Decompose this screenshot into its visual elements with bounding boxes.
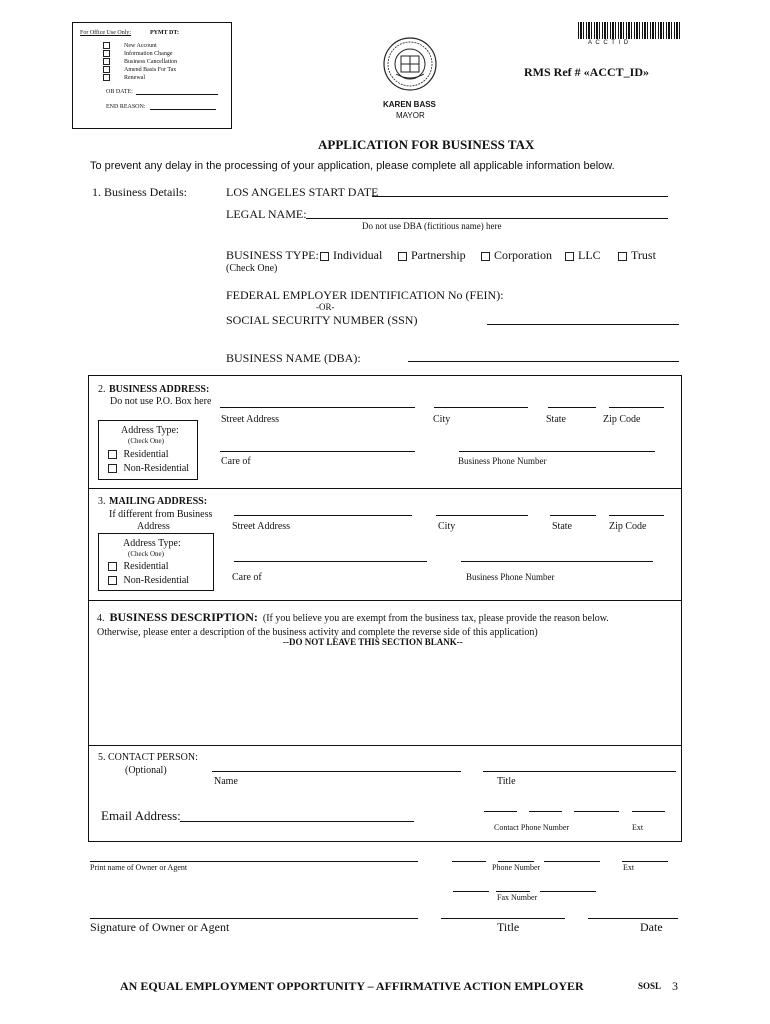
- la-start-label: LOS ANGELES START DATE: [226, 185, 379, 199]
- dba-line[interactable]: [408, 361, 679, 362]
- city-label: City: [433, 414, 451, 425]
- phone-line[interactable]: [544, 861, 600, 862]
- la-start-line[interactable]: [372, 196, 668, 197]
- option-label: Residential: [123, 561, 169, 572]
- end-reason-line[interactable]: [150, 109, 216, 110]
- zip-label: Zip Code: [603, 414, 641, 425]
- type-label: Partnership: [411, 248, 466, 262]
- checkbox-icon[interactable]: [618, 252, 627, 261]
- ob-date-line[interactable]: [136, 94, 218, 95]
- care-of-line[interactable]: [234, 561, 427, 562]
- ob-date-label: OB DATE:: [106, 89, 133, 95]
- fax-label: Fax Number: [497, 893, 538, 902]
- checkbox-icon[interactable]: [108, 576, 117, 585]
- title-label: Title: [497, 920, 520, 934]
- section4-text2: Otherwise, please enter a description of the business activity and complete the reverse side of this application): [97, 627, 538, 638]
- contact-phone-line[interactable]: [529, 811, 562, 812]
- street-label: Street Address: [232, 521, 291, 532]
- section4-num: 4.: [97, 613, 105, 624]
- contact-phone-line[interactable]: [484, 811, 517, 812]
- contact-title-label: Title: [497, 776, 516, 787]
- city-line[interactable]: [434, 407, 528, 408]
- type-label: LLC: [578, 248, 601, 262]
- office-checklist: [103, 42, 177, 82]
- address-type-label: Address Type:: [121, 425, 179, 436]
- page-number: 3: [672, 979, 678, 993]
- signature-line[interactable]: [90, 918, 418, 919]
- print-name-label: Print name of Owner or Agent: [90, 863, 188, 872]
- street-line[interactable]: [220, 407, 415, 408]
- pymt-date-label: PYMT DT:: [150, 30, 179, 36]
- type-trust[interactable]: [618, 249, 656, 261]
- option-non-residential[interactable]: [108, 576, 189, 586]
- ssn-label: SOCIAL SECURITY NUMBER (SSN): [226, 313, 418, 327]
- office-check-label: Information Change: [124, 51, 173, 57]
- contact-ext-label: Ext: [632, 823, 644, 832]
- phone-label: Business Phone Number: [466, 572, 555, 582]
- section3-note: Address: [137, 521, 170, 532]
- contact-ext-line[interactable]: [632, 811, 665, 812]
- fein-label: FEDERAL EMPLOYER IDENTIFICATION No (FEIN):: [226, 288, 504, 302]
- phone-line[interactable]: [459, 451, 655, 452]
- care-of-label: Care of: [232, 572, 262, 583]
- type-corporation[interactable]: [481, 249, 552, 261]
- contact-phone-line[interactable]: [574, 811, 619, 812]
- section4-warning: --DO NOT LEAVE THIS SECTION BLANK--: [283, 637, 463, 647]
- type-label: Trust: [631, 248, 656, 262]
- city-line[interactable]: [436, 515, 528, 516]
- section4-text1: (If you believe you are exempt from the business tax, please provide the reason below.: [262, 613, 609, 624]
- option-residential[interactable]: [108, 450, 169, 460]
- checkbox-icon[interactable]: [103, 66, 110, 73]
- title-line[interactable]: [441, 918, 565, 919]
- phone-label: Business Phone Number: [458, 456, 547, 466]
- type-llc[interactable]: [565, 249, 601, 261]
- section1-label: 1. Business Details:: [92, 185, 187, 199]
- section5-label: 5. CONTACT PERSON:: [98, 752, 198, 763]
- option-label: Residential: [123, 449, 169, 460]
- section2-note: Do not use P.O. Box here: [110, 396, 212, 407]
- divider: [88, 488, 682, 489]
- legal-name-line[interactable]: [306, 218, 668, 219]
- street-label: Street Address: [221, 414, 280, 425]
- zip-label: Zip Code: [609, 521, 647, 532]
- intro-text: To prevent any delay in the processing of your application, please complete all applicable information below.: [90, 160, 615, 172]
- type-partnership[interactable]: [398, 249, 466, 261]
- section3-note: If different from Business: [109, 509, 213, 520]
- checkbox-icon[interactable]: [103, 58, 110, 65]
- mayor-name: KAREN BASS: [383, 100, 436, 109]
- check-one-label: (Check One): [226, 263, 278, 274]
- office-check-label: New Account: [124, 43, 157, 49]
- checkbox-icon[interactable]: [108, 562, 117, 571]
- checkbox-icon[interactable]: [103, 50, 110, 57]
- barcode-text: A C C T I D: [588, 40, 630, 46]
- section2-label: BUSINESS ADDRESS:: [109, 384, 210, 395]
- phone-line[interactable]: [452, 861, 486, 862]
- date-line[interactable]: [588, 918, 678, 919]
- office-check-label: Renewal: [124, 75, 145, 81]
- contact-name-label: Name: [214, 776, 238, 787]
- option-label: Non-Residential: [123, 463, 190, 474]
- eeo-statement: AN EQUAL EMPLOYMENT OPPORTUNITY – AFFIRMATIVE ACTION EMPLOYER: [120, 979, 584, 993]
- legal-name-label: LEGAL NAME:: [226, 207, 307, 221]
- checkbox-icon[interactable]: [565, 252, 574, 261]
- phone-label: Phone Number: [492, 863, 541, 872]
- checkbox-icon[interactable]: [108, 450, 117, 459]
- office-check-label: Business Cancellation: [124, 59, 178, 65]
- office-use-label: For Office Use Only:: [80, 30, 132, 36]
- type-label: Individual: [333, 248, 383, 262]
- check-one-label: (Check One): [128, 437, 164, 445]
- fein-ssn-line[interactable]: [487, 324, 679, 325]
- zip-line[interactable]: [609, 515, 664, 516]
- check-one-label: (Check One): [128, 550, 164, 558]
- section2-num: 2.: [98, 384, 106, 395]
- phone-line[interactable]: [461, 561, 653, 562]
- legal-name-note: Do not use DBA (fictitious name) here: [362, 221, 502, 231]
- state-label: State: [552, 521, 572, 532]
- care-of-line[interactable]: [220, 451, 415, 452]
- option-residential[interactable]: [108, 562, 169, 572]
- email-label: Email Address:: [101, 808, 181, 823]
- option-non-residential[interactable]: [108, 464, 189, 474]
- checkbox-icon[interactable]: [108, 464, 117, 473]
- type-individual[interactable]: [320, 249, 382, 261]
- section5-optional: (Optional): [125, 765, 167, 776]
- state-line[interactable]: [548, 407, 596, 408]
- city-seal-icon: [382, 36, 438, 92]
- checkbox-icon[interactable]: [103, 74, 110, 81]
- type-label: Corporation: [494, 248, 552, 262]
- state-label: State: [546, 414, 566, 425]
- form-title: APPLICATION FOR BUSINESS TAX: [318, 137, 535, 152]
- divider: [88, 600, 682, 601]
- checkbox-icon[interactable]: [320, 252, 329, 261]
- fax-line[interactable]: [453, 891, 489, 892]
- care-of-label: Care of: [221, 456, 251, 467]
- state-line[interactable]: [550, 515, 596, 516]
- ext-line[interactable]: [622, 861, 668, 862]
- divider: [88, 745, 682, 746]
- end-reason-label: END REASON:: [106, 104, 146, 110]
- section3-num: 3.: [98, 496, 106, 507]
- business-type-label: BUSINESS TYPE:: [226, 248, 319, 262]
- dba-label: BUSINESS NAME (DBA):: [226, 351, 361, 365]
- ext-label: Ext: [623, 863, 635, 872]
- contact-title-line[interactable]: [483, 771, 676, 772]
- business-description-area[interactable]: [94, 650, 674, 740]
- section4-label: BUSINESS DESCRIPTION:: [109, 610, 258, 624]
- contact-phone-label: Contact Phone Number: [494, 823, 570, 832]
- print-name-line[interactable]: [90, 861, 418, 862]
- form-code: SOSL: [638, 981, 662, 991]
- section4-text: [97, 610, 677, 640]
- address-type-label: Address Type:: [123, 538, 181, 549]
- barcode-icon: [578, 22, 682, 39]
- checkbox-icon[interactable]: [481, 252, 490, 261]
- option-label: Non-Residential: [123, 575, 190, 586]
- date-label: Date: [640, 920, 663, 934]
- signature-label: Signature of Owner or Agent: [90, 920, 230, 934]
- checkbox-icon[interactable]: [103, 42, 110, 49]
- section3-label: MAILING ADDRESS:: [109, 496, 208, 507]
- rms-ref: RMS Ref # «ACCT_ID»: [524, 65, 649, 79]
- or-label: -OR-: [316, 302, 335, 312]
- phone-line[interactable]: [498, 861, 534, 862]
- email-line[interactable]: [180, 821, 414, 822]
- street-line[interactable]: [234, 515, 412, 516]
- fax-line[interactable]: [540, 891, 596, 892]
- mayor-title: MAYOR: [396, 111, 425, 120]
- contact-name-line[interactable]: [212, 771, 461, 772]
- fax-line[interactable]: [496, 891, 530, 892]
- zip-line[interactable]: [609, 407, 664, 408]
- checkbox-icon[interactable]: [398, 252, 407, 261]
- city-label: City: [438, 521, 456, 532]
- office-check-label: Amend Basis For Tax: [124, 67, 177, 73]
